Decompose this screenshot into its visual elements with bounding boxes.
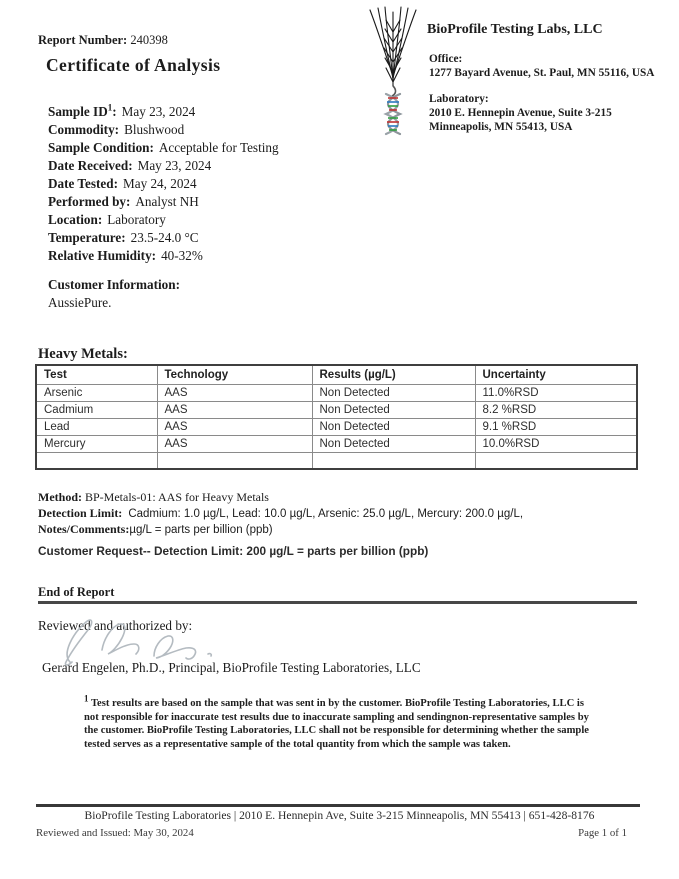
cell-results: Non Detected — [312, 418, 475, 435]
cell-technology: AAS — [157, 435, 312, 452]
detail-value: 40-32% — [161, 248, 203, 263]
reviewed-by-label: Reviewed and authorized by: — [38, 618, 193, 633]
cell-test: Arsenic — [36, 384, 157, 401]
sample-detail-row — [48, 175, 279, 193]
detail-value: May 23, 2024 — [137, 158, 212, 173]
method-value: BP-Metals-01: AAS for Heavy Metals — [85, 490, 269, 504]
signatory-name: Gerard Engelen, Ph.D., Principal, BioProfile Testing Laboratories, LLC — [42, 660, 421, 675]
detail-label: Date Tested — [48, 176, 114, 191]
footer-divider — [36, 804, 640, 807]
table-row — [36, 418, 637, 435]
detail-value: Laboratory — [107, 212, 166, 227]
sample-details — [48, 103, 279, 265]
page-title: Certificate of Analysis — [46, 55, 221, 75]
detail-label: Location — [48, 212, 98, 227]
detail-superscript: 1 — [107, 102, 113, 113]
detail-colon: : — [112, 104, 117, 119]
detail-label: Sample ID — [48, 104, 108, 119]
detail-colon: : — [121, 230, 126, 245]
office-label: Office: — [429, 53, 463, 65]
notes-comments-label: Notes/Comments: — [38, 522, 130, 536]
customer-information — [48, 276, 180, 312]
footer-company-line: BioProfile Testing Laboratories | 2010 E. Hennepin Ave, Suite 3-215 Minneapolis, MN 55413 | 651-428-8176 — [84, 809, 595, 822]
cell-test — [36, 452, 157, 469]
detail-value: Acceptable for Testing — [158, 140, 279, 155]
sample-detail-row — [48, 211, 279, 229]
column-header-uncertainty: Uncertainty — [475, 365, 637, 384]
detail-label: Relative Humidity — [48, 248, 152, 263]
sample-detail-row — [48, 139, 279, 157]
cell-technology: AAS — [157, 401, 312, 418]
detail-colon: : — [114, 122, 120, 137]
heavy-metals-table — [35, 364, 638, 470]
detail-label: Sample Condition — [48, 140, 150, 155]
detail-label: Temperature — [48, 230, 122, 245]
detail-colon: : — [128, 158, 133, 173]
method-line — [38, 490, 523, 506]
cell-test: Cadmium — [36, 401, 157, 418]
cell-results: Non Detected — [312, 384, 475, 401]
wheat-dna-logo-icon — [366, 6, 420, 143]
detail-value: Analyst NH — [135, 194, 199, 209]
customer-name: AussiePure. — [48, 295, 112, 310]
cell-test: Mercury — [36, 435, 157, 452]
detail-colon: : — [149, 140, 154, 155]
detail-colon: : — [113, 176, 118, 191]
column-header-technology: Technology — [157, 365, 312, 384]
cell-technology — [157, 452, 312, 469]
office-address: 1277 Bayard Avenue, St. Paul, MN 55116, USA — [429, 67, 655, 79]
detail-value: May 24, 2024 — [122, 176, 197, 191]
cell-technology: AAS — [157, 384, 312, 401]
detection-limit-label: Detection Limit: — [38, 505, 123, 520]
customer-request-line: Customer Request-- Detection Limit: 200 µg/L = parts per billion (ppb) — [38, 544, 429, 558]
footnote-superscript: 1 — [84, 693, 89, 704]
table-row — [36, 401, 637, 418]
detail-label: Commodity — [48, 122, 115, 137]
laboratory-address-block — [429, 92, 612, 134]
cell-uncertainty: 10.0%RSD — [475, 435, 637, 452]
cell-technology: AAS — [157, 418, 312, 435]
table-header-row — [36, 365, 637, 384]
cell-results: Non Detected — [312, 401, 475, 418]
method-label: Method: — [38, 490, 82, 504]
cell-uncertainty: 8.2 %RSD — [475, 401, 637, 418]
sample-detail-row — [48, 247, 279, 265]
end-of-report-divider — [38, 601, 637, 604]
cell-uncertainty: 11.0%RSD — [475, 384, 637, 401]
cell-results — [312, 452, 475, 469]
sample-detail-row — [48, 157, 279, 175]
cell-test: Lead — [36, 418, 157, 435]
cell-uncertainty: 9.1 %RSD — [475, 418, 637, 435]
detail-colon: : — [126, 194, 131, 209]
detail-value: May 23, 2024 — [121, 104, 196, 119]
company-name: BioProfile Testing Labs, LLC — [427, 22, 603, 37]
detail-colon: : — [97, 212, 103, 227]
footnote — [84, 693, 594, 751]
laboratory-label: Laboratory: — [429, 93, 489, 105]
end-of-report-label: End of Report — [38, 585, 115, 599]
laboratory-address-line2: Minneapolis, MN 55413, USA — [429, 121, 573, 133]
detail-value: 23.5-24.0 °C — [130, 230, 199, 245]
table-row — [36, 435, 637, 452]
office-address-block — [429, 52, 654, 80]
sample-detail-row — [48, 229, 279, 247]
sample-detail-row — [48, 121, 279, 139]
footnote-text: Test results are based on the sample that was sent in by the customer. BioProfile Testing Laboratories, LLC is not responsible for inaccurate test results due to inaccurate sampling and sendingnon-representative samples by the customer. BioProfile Testing Laboratories, LLC shall not be responsible for determining whether the sample tested serves as a representative sample of the total quantity from which the sample was taken. — [84, 698, 589, 750]
cell-uncertainty — [475, 452, 637, 469]
notes-comments-line — [38, 522, 523, 539]
heavy-metals-heading: Heavy Metals: — [38, 346, 128, 362]
table-row — [36, 384, 637, 401]
detail-colon: : — [151, 248, 157, 263]
sample-detail-row — [48, 103, 279, 121]
report-number — [38, 33, 168, 48]
detection-limit-value: Cadmium: 1.0 µg/L, Lead: 10.0 µg/L, Arsenic: 25.0 µg/L, Mercury: 200.0 µg/L, — [128, 507, 524, 520]
detail-value: Blushwood — [124, 122, 185, 137]
method-block — [38, 490, 523, 539]
column-header-results: Results (µg/L) — [312, 365, 475, 384]
notes-comments-value: µg/L = parts per billion (ppb) — [129, 524, 273, 536]
report-number-value: 240398 — [130, 33, 168, 47]
detail-label: Performed by — [48, 194, 126, 209]
detection-limit-line — [38, 506, 523, 523]
report-number-label: Report Number: — [38, 33, 128, 47]
laboratory-address-line1: 2010 E. Hennepin Avenue, Suite 3-215 — [429, 107, 612, 119]
column-header-test: Test — [36, 365, 157, 384]
detail-label: Date Received — [48, 158, 129, 173]
cell-results: Non Detected — [312, 435, 475, 452]
footer-page-indicator: Page 1 of 1 — [578, 827, 627, 839]
footer-reviewed-issued: Reviewed and Issued: May 30, 2024 — [36, 827, 194, 839]
sample-detail-row — [48, 193, 279, 211]
customer-information-heading: Customer Information: — [48, 277, 180, 292]
table-row-empty — [36, 452, 637, 469]
